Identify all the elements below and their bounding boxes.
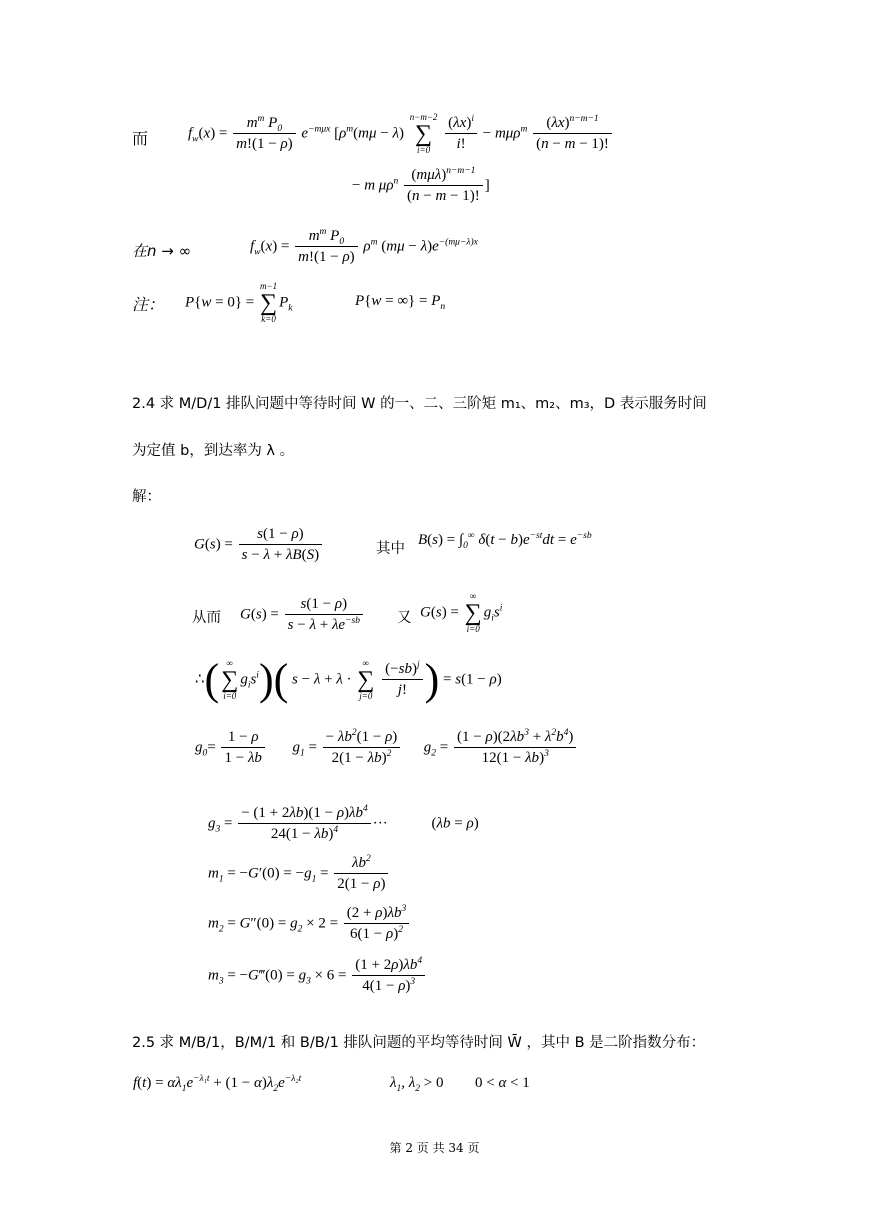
- problem-2-4-line2: 为定值 b，到达率为 λ 。: [132, 443, 295, 459]
- fw-formula-line1: $f_w(x)$ = $\frac{m^m P_0}{m!(1 - \rho)}$ $e^{-m\mu x}$ [$\rho^m(m\mu - \lambda)$ n−m−2 ∑ i=0 $\frac{(\lambda x)^i}{i!}$ − mμρ$^m$ $\frac{(\lambda x)^{n-m-1}}{(n - m - 1)!}$: [188, 113, 614, 155]
- label-congr: 从而: [192, 610, 221, 626]
- label-you: 又: [397, 610, 412, 626]
- G-s-series: G(s) = ∞ ∑ i=0 $g_is^i$: [420, 591, 503, 634]
- m3-formula: $m_3$ = −G‴(0) = $g_3 \times 6$ = $\frac{(1 + 2\rho)\lambda b^4}{4(1 - \rho)^3}$: [208, 958, 427, 994]
- label-note: 注：: [132, 295, 165, 314]
- fw-formula-line2: − m $\mu\rho^n$ $\frac{(m\mu\lambda)^{n-m-1}}{(n - m - 1)!}$ ]: [352, 166, 490, 204]
- g0-g1-g2-formulas: $g_0=$ $\frac{1 - \rho}{1 - \lambda b}$ $g_1$ = $\frac{- \lambda b^2(1 - \rho)}{2(1 - \lambda b)^2}$ $g_2$ = $\frac{(1 - \rho)(2\lambda b^3 + \lambda^2b^4)}{12(1 - \lambda b)^3}$: [195, 730, 578, 766]
- lambda-condition: $\lambda_1$, $\lambda_2 > 0$: [390, 1075, 444, 1094]
- m2-formula: $m_2 = G''(0) = g_2 \times 2$ = $\frac{(2 + \rho)\lambda b^3}{6(1 - \rho)^2}$: [208, 906, 411, 942]
- g3-formula: $g_3$ = $\frac{- (1 + 2\lambda b)(1 - \rho)\lambda b^4}{24(1 - \lambda b)^4}$ ··· (λb = ρ): [208, 804, 479, 842]
- label-n-infinity: 在n → ∞: [132, 242, 192, 260]
- alpha-condition: 0 < α < 1: [475, 1075, 530, 1091]
- problem-2-4-line1: 2.4 求 M/D/1 排队问题中等待时间 W 的一、二、三阶矩 m₁、m₂、m₃，D 表示服务时间: [132, 396, 707, 412]
- note-formula-infinity: P{w = ∞} = $P_n$: [355, 293, 446, 312]
- label-qizhong: 其中: [376, 541, 405, 557]
- page-footer: 第 2 页 共 34 页: [389, 1141, 480, 1155]
- solution-label: 解：: [132, 489, 161, 505]
- label-er: 而: [132, 129, 149, 148]
- f-t-formula: $f(t) = \alpha\lambda_1e^{-\lambda_1t} + (1 - \alpha)\lambda_2e^{-\lambda_2t}$: [133, 1074, 302, 1094]
- note-formula-zero: P{w = 0} = m−1 ∑ k=0 $P_k$: [185, 281, 293, 324]
- fw-limit-formula: $f_w(x)$ = $\frac{m^m P_0}{m!(1 - \rho)}$ $\rho^m$ $(m\mu - \lambda)e^{-(m\mu-\lambda)x}$: [250, 227, 478, 265]
- series-product-equation: ∴( ∞ ∑ i=0 $g_is^i$)( s − λ + λ · ∞ ∑ j=0 $\frac{(-sb)^j}{j!}$ ) = s(1 − ρ): [195, 655, 502, 704]
- m1-formula: $m_1 = -G'(0) = -g_1$ = $\frac{\lambda b^2}{2(1 - \rho)}$: [208, 856, 390, 892]
- problem-2-5-line: 2.5 求 M/B/1，B/M/1 和 B/B/1 排队问题的平均等待时间 W̄ ，其中 B 是二阶指数分布：: [132, 1035, 706, 1051]
- G-s-formula: G(s) = $\frac{s(1 - \rho)}{s - \lambda + \lambda B(S)}$: [194, 527, 324, 563]
- B-s-formula: $B(s) = \int_0^\infty$ $\delta(t - b)e^{-st}dt = e^{-sb}$: [418, 531, 592, 551]
- G-s-exp-formula: G(s) = $\frac{s(1 - \rho)}{s - \lambda + \lambda e^{-sb}}$: [240, 597, 365, 633]
